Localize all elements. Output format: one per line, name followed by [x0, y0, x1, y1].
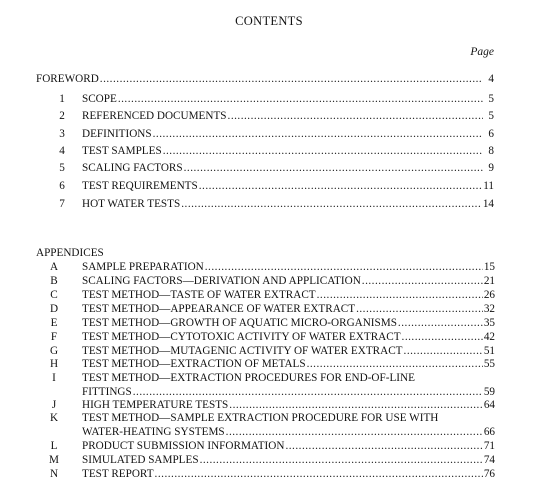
toc-entry-appendix[interactable] [0, 274, 538, 288]
toc-entry-page: 11 [483, 180, 494, 192]
leader-dots [226, 425, 483, 439]
leader-dots [356, 302, 483, 316]
leader-dots [133, 385, 483, 399]
appendix-letter: E [50, 317, 58, 329]
toc-entry-page: 26 [483, 289, 495, 301]
leader-dots [228, 109, 483, 123]
toc-entry-label: DEFINITIONS [82, 128, 152, 140]
appendix-letter: F [50, 331, 58, 343]
appendix-letter: A [49, 261, 59, 273]
toc-entry-appendix[interactable] [0, 371, 538, 385]
toc-entry-appendix[interactable] [0, 411, 538, 425]
toc-entry-appendix[interactable] [0, 439, 538, 453]
appendix-letter: I [52, 372, 56, 384]
toc-entry-page: 4 [488, 73, 494, 85]
toc-entry-label: HIGH TEMPERATURE TESTS [82, 399, 229, 411]
leader-dots [200, 453, 483, 467]
appendix-letter: N [49, 468, 59, 480]
section-number: 7 [59, 198, 65, 210]
toc-entry-label: PRODUCT SUBMISSION INFORMATION [82, 440, 285, 452]
toc-entry-section[interactable] [0, 92, 538, 106]
toc-entry-page: 35 [483, 317, 495, 329]
toc-entry-label: TEST METHOD—MUTAGENIC ACTIVITY OF WATER EXTRACT [82, 345, 403, 357]
leader-dots [398, 316, 483, 330]
toc-entry-appendix[interactable] [0, 357, 538, 371]
toc-entry-page: 9 [488, 162, 494, 174]
appendix-letter: H [49, 358, 59, 370]
leader-dots [153, 127, 483, 141]
leader-dots [307, 357, 483, 371]
section-number: 6 [59, 180, 65, 192]
appendix-letter: C [50, 289, 58, 301]
toc-entry-page: 15 [483, 261, 495, 273]
toc-entry-label-line1: TEST METHOD—SAMPLE EXTRACTION PROCEDURE FOR USE WITH [82, 412, 439, 424]
toc-entry-appendix[interactable] [0, 288, 538, 302]
appendix-letter: K [49, 412, 59, 424]
toc-entry-appendix[interactable] [0, 330, 538, 344]
toc-entry-page: 55 [483, 358, 495, 370]
toc-entry-label: TEST METHOD—TASTE OF WATER EXTRACT [82, 289, 316, 301]
toc-entry-label: SCALING FACTORS—DERIVATION AND APPLICATION [82, 275, 361, 287]
toc-entry-page: 6 [488, 128, 494, 140]
toc-entry-label-line1: TEST METHOD—EXTRACTION PROCEDURES FOR END-OF-LINE [82, 372, 415, 384]
toc-entry-label: SCALING FACTORS [82, 162, 183, 174]
leader-dots [163, 144, 483, 158]
toc-entry-page: 21 [483, 275, 495, 287]
toc-entry-page: 71 [483, 440, 495, 452]
leader-dots [404, 344, 483, 358]
toc-entry-page: 5 [488, 93, 494, 105]
appendix-letter: M [49, 454, 59, 466]
toc-entry-page: 66 [483, 426, 495, 438]
toc-entry-appendix-continued[interactable] [0, 425, 538, 439]
toc-entry-label: FITTINGS [82, 386, 132, 398]
toc-entry-appendix[interactable] [0, 302, 538, 316]
leader-dots [229, 398, 483, 412]
toc-entry-label: SAMPLE PREPARATION [82, 261, 204, 273]
toc-entry-label: TEST SAMPLES [82, 145, 162, 157]
appendix-letter: J [51, 399, 57, 411]
toc-entry-page: 51 [483, 345, 495, 357]
toc-entry-label: SCOPE [82, 93, 117, 105]
toc-entry-page: 59 [483, 386, 495, 398]
leader-dots [285, 439, 482, 453]
toc-entry-page: 76 [483, 468, 495, 480]
toc-entry-section[interactable] [0, 197, 538, 211]
leader-dots [100, 72, 483, 86]
toc-entry-appendix[interactable] [0, 398, 538, 412]
toc-entry-page: 74 [483, 454, 495, 466]
toc-entry-appendix-continued[interactable] [0, 385, 538, 399]
toc-entry-label: TEST METHOD—EXTRACTION OF METALS [82, 358, 306, 370]
leader-dots [205, 260, 483, 274]
toc-entry-label: FOREWORD [36, 73, 99, 85]
toc-entry-appendix[interactable] [0, 453, 538, 467]
page-column-label: Page [470, 46, 494, 58]
appendix-letter: D [49, 303, 59, 315]
toc-entry-label: TEST REQUIREMENTS [82, 180, 198, 192]
toc-entry-label: REFERENCED DOCUMENTS [82, 110, 227, 122]
section-number: 4 [59, 145, 65, 157]
section-number: 1 [59, 93, 65, 105]
toc-entry-page: 5 [488, 110, 494, 122]
toc-entry-page: 42 [483, 331, 495, 343]
toc-entry-page: 14 [482, 198, 494, 210]
toc-entry-section[interactable] [0, 109, 538, 123]
toc-entry-foreword[interactable] [0, 72, 538, 86]
toc-entry-appendix[interactable] [0, 316, 538, 330]
leader-dots [317, 288, 483, 302]
toc-entry-label: WATER-HEATING SYSTEMS [82, 426, 225, 438]
page-title: CONTENTS [235, 14, 303, 28]
leader-dots [184, 161, 483, 175]
toc-entry-section[interactable] [0, 179, 538, 193]
toc-entry-label: TEST METHOD—CYTOTOXIC ACTIVITY OF WATER EXTRACT [82, 331, 401, 343]
leader-dots [155, 467, 483, 481]
section-number: 3 [59, 128, 65, 140]
toc-entry-section[interactable] [0, 144, 538, 158]
leader-dots [199, 179, 483, 193]
toc-entry-label: SIMULATED SAMPLES [82, 454, 199, 466]
leader-dots [181, 197, 482, 211]
appendix-letter: L [50, 440, 58, 452]
leader-dots [362, 274, 483, 288]
appendix-letter: B [50, 275, 58, 287]
toc-entry-page: 64 [483, 399, 495, 411]
toc-entry-appendix[interactable] [0, 260, 538, 274]
toc-entry-page: 32 [483, 303, 495, 315]
toc-entry-label: HOT WATER TESTS [82, 198, 181, 210]
toc-entry-section[interactable] [0, 127, 538, 141]
appendix-letter: G [49, 345, 59, 357]
toc-entry-label: TEST METHOD—GROWTH OF AQUATIC MICRO-ORGANISMS [82, 317, 397, 329]
appendices-heading: APPENDICES [36, 247, 104, 259]
toc-entry-label: TEST METHOD—APPEARANCE OF WATER EXTRACT [82, 303, 356, 315]
toc-entry-appendix[interactable] [0, 344, 538, 358]
toc-entry-label: TEST REPORT [82, 468, 154, 480]
toc-entry-page: 8 [488, 145, 494, 157]
section-number: 5 [59, 162, 65, 174]
leader-dots [402, 330, 483, 344]
toc-entry-appendix[interactable] [0, 467, 538, 481]
section-number: 2 [59, 110, 65, 122]
leader-dots [118, 92, 483, 106]
toc-entry-section[interactable] [0, 161, 538, 175]
